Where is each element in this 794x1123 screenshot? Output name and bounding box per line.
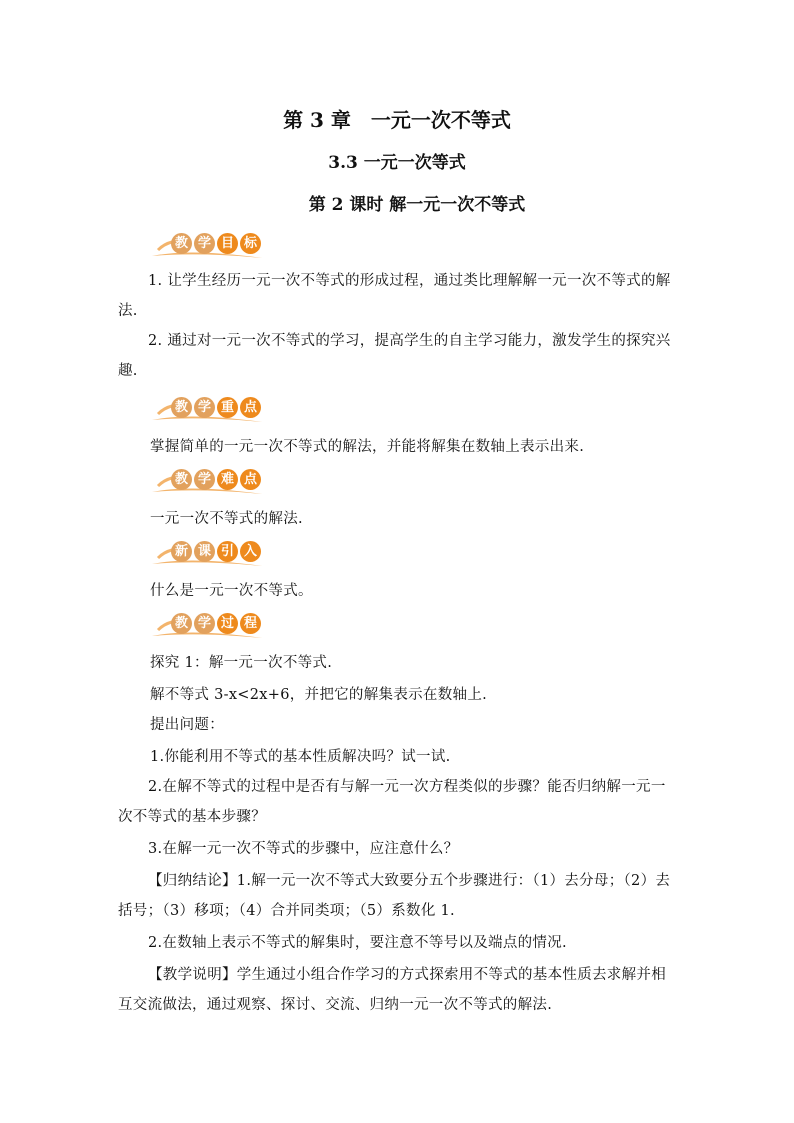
badge-char: 教 bbox=[171, 397, 192, 418]
badge-char: 教 bbox=[171, 233, 192, 254]
badge-char: 过 bbox=[217, 613, 238, 634]
chapter-title: 第 3 章 一元一次不等式 bbox=[283, 108, 511, 132]
lesson-title: 第 2 课时 解一元一次不等式 bbox=[308, 195, 526, 215]
badge-char: 标 bbox=[240, 233, 261, 254]
key-points-text: 掌握简单的一元一次不等式的解法，并能将解集在数轴上表示出来. bbox=[150, 439, 585, 455]
badge-char: 学 bbox=[194, 397, 215, 418]
conclusion-2: 2.在数轴上表示不等式的解集时，要注意不等号以及端点的情况. bbox=[148, 935, 567, 951]
introduction-text: 什么是一元一次不等式。 bbox=[150, 583, 313, 599]
badge-char: 难 bbox=[217, 469, 238, 490]
badge-process bbox=[150, 608, 265, 642]
badge-char: 学 bbox=[194, 233, 215, 254]
objective-1: 1. 让学生经历一元一次不等式的形成过程，通过类比理解解一元一次不等式的解法. bbox=[118, 273, 671, 319]
badge-difficulties bbox=[150, 464, 265, 498]
question-3: 3.在解一元一次不等式的步骤中，应注意什么？ bbox=[148, 841, 459, 857]
section-title: 3.3 一元一次等式 bbox=[328, 153, 466, 173]
badge-char: 入 bbox=[240, 541, 261, 562]
badge-char: 课 bbox=[194, 541, 215, 562]
question-1: 1.你能利用不等式的基本性质解决吗？试一试. bbox=[150, 749, 451, 765]
teaching-note: 【教学说明】学生通过小组合作学习的方式探索用不等式的基本性质去求解并相互交流做法，通过观察、探讨、交流、归纳一元一次不等式的解法. bbox=[118, 967, 666, 1013]
badge-key-points bbox=[150, 392, 265, 426]
explore-heading: 探究 1：解一元一次不等式. bbox=[150, 655, 333, 671]
badge-introduction bbox=[150, 536, 265, 570]
badge-char: 学 bbox=[194, 613, 215, 634]
ask-heading: 提出问题： bbox=[150, 717, 224, 733]
badge-char: 教 bbox=[171, 469, 192, 490]
badge-char: 点 bbox=[240, 397, 261, 418]
badge-char: 重 bbox=[217, 397, 238, 418]
badge-teaching-objectives bbox=[150, 228, 265, 262]
difficulties-text: 一元一次不等式的解法. bbox=[150, 511, 303, 527]
badge-char: 引 bbox=[217, 541, 238, 562]
badge-char: 教 bbox=[171, 613, 192, 634]
badge-char: 新 bbox=[171, 541, 192, 562]
problem-statement: 解不等式 3-x<2x+6，并把它的解集表示在数轴上. bbox=[150, 687, 488, 703]
conclusion-1: 【归纳结论】1.解一元一次不等式大致要分五个步骤进行：（1）去分母；（2）去括号；（3）移项；（4）合并同类项；（5）系数化 1. bbox=[118, 873, 671, 919]
objective-2: 2. 通过对一元一次不等式的学习，提高学生的自主学习能力，激发学生的探究兴趣. bbox=[118, 333, 671, 379]
badge-char: 学 bbox=[194, 469, 215, 490]
badge-char: 程 bbox=[240, 613, 261, 634]
question-2: 2.在解不等式的过程中是否有与解一元一次方程类似的步骤？能否归纳解一元一次不等式的基本步骤？ bbox=[118, 779, 666, 825]
badge-char: 点 bbox=[240, 469, 261, 490]
badge-char: 目 bbox=[217, 233, 238, 254]
